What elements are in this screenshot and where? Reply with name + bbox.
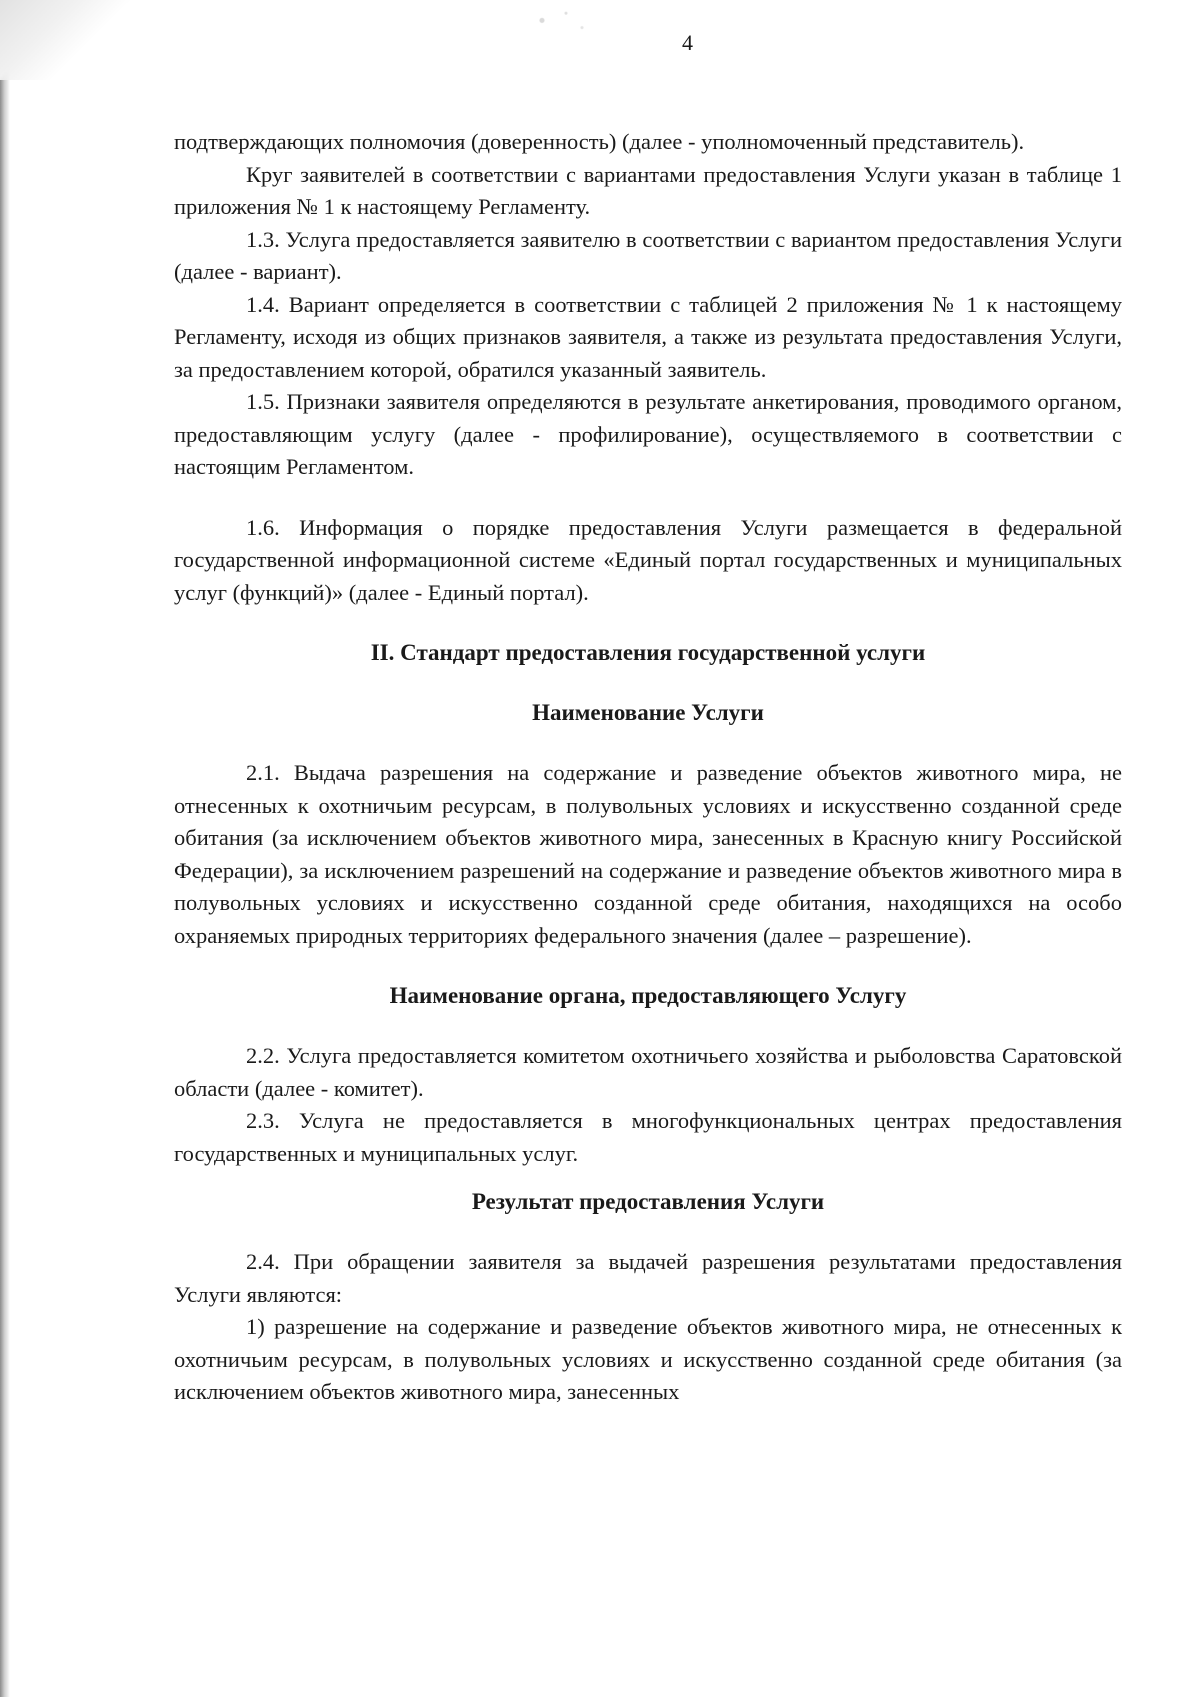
paragraph-2-4: 2.4. При обращении заявителя за выдачей разрешения результатами предоставления Услуги являются: xyxy=(174,1249,1122,1307)
subheading-service-name: Наименование Услуги xyxy=(532,700,764,725)
scan-shadow-edge xyxy=(0,0,10,1697)
document-body xyxy=(174,126,1122,1409)
page-number: 4 xyxy=(682,30,693,55)
paragraph-representative: подтверждающих полномочия (доверенность) (далее - уполномоченный представитель). xyxy=(174,129,1025,154)
spacer xyxy=(174,952,1122,980)
paragraph-result-item-1: 1) разрешение на содержание и разведение объектов животного мира, не отнесенных к охотничьим ресурсам, в полувольных условиях и искусственно созданной среде обитания (за исключением объектов животного мира, занесенных xyxy=(174,1314,1122,1404)
section-heading-standard: II. Стандарт предоставления государственной услуги xyxy=(370,640,926,665)
spacer xyxy=(174,609,1122,637)
paragraph-1-3: 1.3. Услуга предоставляется заявителю в соответствии с вариантом предоставления Услуги (далее - вариант). xyxy=(174,226,1122,284)
spacer xyxy=(174,484,1122,512)
paragraph-2-3: 2.3. Услуга не предоставляется в многофункциональных центрах предоставления государственных и муниципальных услуг. xyxy=(174,1108,1122,1166)
paragraph-2-2: 2.2. Услуга предоставляется комитетом охотничьего хозяйства и рыболовства Саратовской области (далее - комитет). xyxy=(174,1043,1122,1101)
subheading-result: Результат предоставления Услуги xyxy=(471,1189,825,1214)
spacer xyxy=(174,1218,1122,1246)
spacer xyxy=(174,1012,1122,1040)
paragraph-1-5: 1.5. Признаки заявителя определяются в результате анкетирования, проводимого органом, предоставляющим услугу (далее - профилирование), осуществляемого в соответствии с настоящим Регламентом. xyxy=(174,389,1122,479)
subheading-agency-name: Наименование органа, предоставляющего Услугу xyxy=(389,983,907,1008)
spacer xyxy=(174,1170,1122,1186)
spacer xyxy=(174,669,1122,697)
paragraph-2-1: 2.1. Выдача разрешения на содержание и разведение объектов животного мира, не отнесенных к охотничьим ресурсам, в полувольных условиях и искусственно созданной среде обитания (за исключением объектов животного мира, занесенных в Красную книгу Российской Федерации), за исключением разрешений на содержание и разведение объектов животного мира в полувольных условиях и искусственно созданной среде обитания, находящихся на особо охраняемых природных территориях федерального значения (далее – разрешение). xyxy=(174,760,1122,948)
spacer xyxy=(174,729,1122,757)
paragraph-1-4: 1.4. Вариант определяется в соответствии с таблицей 2 приложения № 1 к настоящему Регламенту, исходя из общих признаков заявителя, а также из результата предоставления Услуги, за предоставлением которой, обратился указанный заявитель. xyxy=(174,291,1122,382)
paragraph-applicant-circle: Круг заявителей в соответствии с вариантами предоставления Услуги указан в таблице 1 приложения № 1 к настоящему Регламенту. xyxy=(174,161,1122,219)
paragraph-1-6: 1.6. Информация о порядке предоставления Услуги размещается в федеральной государственной информационной системе «Единый портал государственных и муниципальных услуг (функций)» (далее - Единый портал). xyxy=(174,514,1122,605)
